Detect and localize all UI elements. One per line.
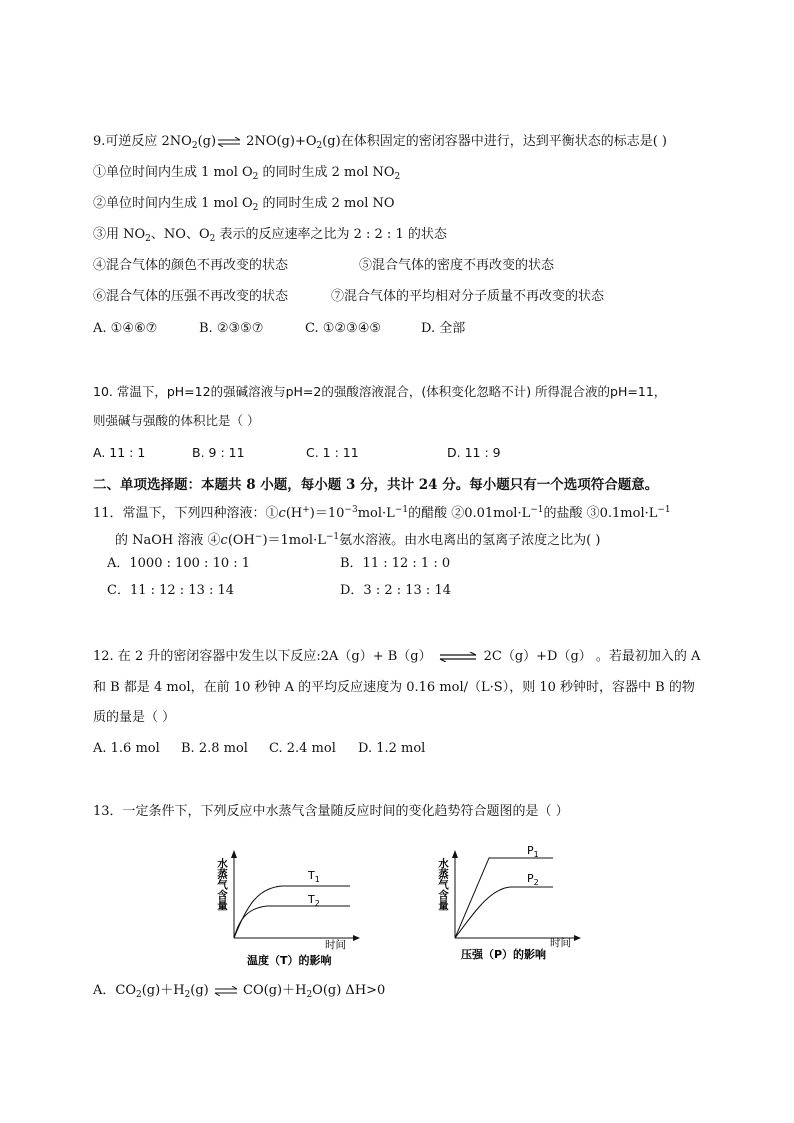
- x-axis-arrow-icon: [574, 935, 581, 941]
- q12-stem-line3: 质的量是（ ）: [93, 710, 176, 725]
- q12-stem-line2: 和 B 都是 4 mol，在前 10 秒钟 A 的平均反应速度为 0.16 mol/（L·S），则 10 秒钟时，容器中 B 的物: [93, 680, 695, 695]
- q9-item-7: ⑦混合气体的平均相对分子质量不再改变的状态: [331, 289, 605, 304]
- q13-stem: 13．一定条件下，下列反应中水蒸气含量随反应时间的变化趋势符合题图的是（ ）: [93, 804, 569, 819]
- q11-option-d: D．3 : 2 : 13 : 14: [340, 583, 451, 598]
- graph2-caption: 压强（P）的影响: [461, 948, 547, 961]
- q10-option-a: A. 11 : 1: [93, 445, 146, 460]
- q9-item-4: ④混合气体的颜色不再改变的状态: [93, 258, 289, 273]
- graph-temperature: [212, 846, 362, 968]
- q13-option-a: A．$CO_2(g)+H_2(g)$ $CO(g)+H_2O(g)$ ΔH>0: [93, 983, 386, 1000]
- q12-option-d: D. 1.2 mol: [358, 741, 426, 756]
- q12-option-c: C. 2.4 mol: [269, 741, 336, 756]
- graph2-p2-label: $P_2$: [527, 872, 539, 887]
- q10-option-c: C. 1 : 11: [306, 445, 359, 460]
- q11-option-c: C．11 : 12 : 13 : 14: [107, 583, 235, 598]
- curve-t1: [234, 886, 350, 938]
- y-axis-arrow-icon: [231, 850, 237, 858]
- x-axis-arrow-icon: [353, 935, 360, 941]
- equilibrium-arrow-icon: [216, 137, 242, 147]
- q10-stem-line1: 10. 常温下，pH=12的强碱溶液与pH=2的强酸溶液混合，(体积变化忽略不计) 所得混合液的pH=11，: [93, 384, 667, 399]
- y-axis-arrow-icon: [452, 850, 458, 858]
- graph1-caption: 温度（T）的影响: [247, 954, 332, 967]
- q9-item-6: ⑥混合气体的压强不再改变的状态: [93, 289, 289, 304]
- q9-option-d: D. 全部: [421, 321, 466, 336]
- q11-stem-line1: 11．常温下，下列四种溶液：$①c(H^+)=10^{-3}mol\cdot L^{-1}$的醋酸 $②0.01mol\cdot L^{-1}$的盐酸 $③0.1mol\cdot L^{-1}$: [93, 505, 671, 521]
- q9-option-c: C. ①②③④⑤: [305, 321, 382, 336]
- graph-pressure: [433, 846, 583, 968]
- graph1-t1-label: $T_1$: [308, 869, 320, 884]
- graph2-xlabel: 时间: [550, 937, 571, 949]
- q9-item-2: ②单位时间内生成 1 mol $O_2$ 的同时生成 2 mol NO: [93, 196, 395, 213]
- q11-option-a: A．1000 : 100 : 10 : 1: [107, 556, 251, 571]
- curve-p2: [455, 887, 553, 938]
- q12-stem-line1: 12. 在 2 升的密闭容器中发生以下反应:2A（g）+ B（g） 2C（g）+D（g） 。若最初加入的 A: [93, 649, 701, 664]
- q9-stem: 9.可逆反应 $2NO_2(g)$ $2NO(g)+O_2(g)$在体积固定的密闭容器中进行，达到平衡状态的标志是( ): [93, 134, 667, 151]
- q11-stem-line2: 的 NaOH 溶液 $④c(OH^-)=1mol\cdot L^{-1}$氨水溶液。由水电离出的氢离子浓度之比为( ): [115, 532, 601, 548]
- graph2-p1-label: $P_1$: [527, 846, 539, 859]
- graph2-ylabel: 水蒸气含量: [437, 858, 449, 911]
- graph1-ylabel: 水蒸气含量: [216, 858, 228, 911]
- q12-option-b: B. 2.8 mol: [181, 741, 248, 756]
- q9-item-1: ①单位时间内生成 1 mol $O_2$ 的同时生成 2 mol $NO_2$: [93, 165, 401, 182]
- graph1-xlabel: 时间: [325, 939, 346, 951]
- q11-option-b: B．11 : 12 : 1 : 0: [340, 556, 451, 571]
- q9-option-a: A. ①④⑥⑦: [93, 321, 158, 336]
- graph1-t2-label: $T_2$: [308, 893, 320, 908]
- equilibrium-arrow-icon: [213, 986, 239, 996]
- q9-option-b: B. ②③⑤⑦: [199, 321, 264, 336]
- curve-p1: [455, 858, 553, 938]
- q10-stem-line2: 则强碱与强酸的体积比是（ ）: [93, 413, 260, 428]
- equilibrium-arrow-icon: [438, 652, 478, 662]
- q10-option-d: D. 11 : 9: [447, 445, 501, 460]
- q9-item-5: ⑤混合气体的密度不再改变的状态: [359, 258, 555, 273]
- section-heading: 二、单项选择题：本题共 8 小题，每小题 3 分，共计 24 分。每小题只有一个选项符合题意。: [93, 477, 659, 493]
- q12-option-a: A. 1.6 mol: [93, 741, 160, 756]
- curve-t2: [234, 906, 350, 938]
- q10-option-b: B. 9 : 11: [192, 445, 245, 460]
- q9-item-3: ③用 $NO_2$、NO、$O_2$ 表示的反应速率之比为 2 : 2 : 1 的状态: [93, 227, 447, 244]
